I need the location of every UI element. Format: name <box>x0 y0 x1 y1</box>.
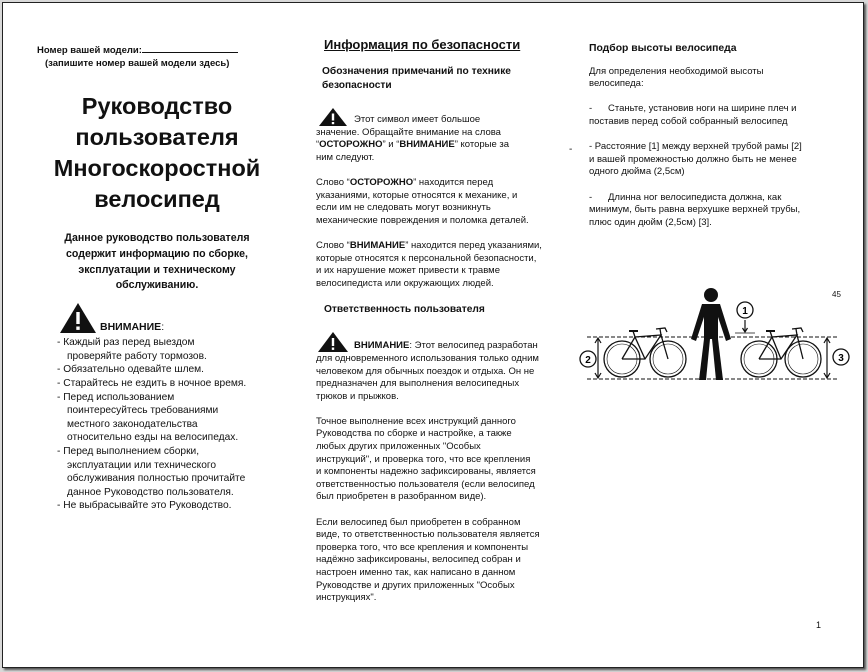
title-line: пользователя <box>75 124 239 150</box>
paragraph-line: поставив перед собой собранный велосипед <box>589 115 788 127</box>
assembly-paragraph <box>316 416 576 504</box>
list-item-line: - Каждый раз перед выездом <box>57 337 195 349</box>
warning-triangle-icon <box>59 302 97 334</box>
paragraph-line: если им не следовать могут возникнуть <box>316 202 491 214</box>
model-label: Номер вашей модели: <box>37 45 142 56</box>
height-intro <box>589 66 841 91</box>
paragraph-line: настроен именно так, как написано в данном <box>316 567 516 578</box>
paragraph-line: и компоненты надежно зафиксированы, является <box>316 466 536 478</box>
document-page <box>2 2 864 668</box>
intro-text <box>37 231 277 294</box>
paragraph-line: указаниями, которые относятся к механике, и <box>316 189 518 201</box>
paragraph-line <box>316 240 576 253</box>
bike-height-title: Подбор высоты велосипеда <box>589 43 737 54</box>
title-line: велосипед <box>94 186 220 212</box>
attention-word: ВНИМАНИЕ <box>349 239 406 251</box>
paragraph-line: Точное выполнение всех инструкций данного <box>316 415 516 427</box>
subtitle-line: Обозначения примечаний по технике <box>322 65 511 77</box>
paragraph-text: Слово “ <box>316 176 350 188</box>
paragraph-text: Слово “ <box>316 239 350 251</box>
symbol-line <box>316 139 576 152</box>
callout-3 <box>833 349 849 365</box>
paragraph-line: трюков и прыжков. <box>316 390 399 402</box>
warning-triangle-icon <box>316 107 350 127</box>
paragraph-line: механические повреждения и поломка деталей. <box>316 214 529 226</box>
model-blank-line <box>142 43 238 53</box>
list-item-line: относительно езды на велосипедах. <box>67 432 239 444</box>
paragraph-line: любых других приложенных "Особых <box>316 441 481 453</box>
careful-paragraph <box>316 177 576 227</box>
warning-colon: : <box>161 321 165 334</box>
subtitle-line: безопасности <box>322 79 392 91</box>
safety-notes-subtitle <box>322 65 576 93</box>
paragraph-text: ” находится перед <box>413 176 494 188</box>
responsibility-warning-row <box>316 331 576 353</box>
intro-line: эксплуатации и техническому <box>78 263 236 276</box>
paragraph-text: ” находится перед указаниями, <box>405 239 542 251</box>
symbol-text: ” и “ <box>382 139 400 151</box>
paragraph-line: человеком для обычных поездок и отдыха. Он не <box>316 365 535 377</box>
list-item-line: - Перед выполнением сборки, <box>57 445 200 457</box>
list-item <box>57 363 277 377</box>
paragraph-line: Если велосипед был приобретен в собранном <box>316 516 521 528</box>
paragraph-line: велосипедиста или окружающих людей. <box>316 277 494 289</box>
figure-page-number: 45 <box>832 290 841 299</box>
quote-mark: “ <box>316 139 320 151</box>
paragraph-line: и вашей промежностью должно быть не менее <box>589 153 797 165</box>
list-item-line: проверяйте работу тормозов. <box>67 350 207 362</box>
paragraph-line: - Длинна ног велосипедиста должна, как <box>589 191 782 203</box>
paragraph-text: : Этот велосипед разработан <box>409 340 538 352</box>
warning-triangle-icon <box>316 331 350 353</box>
page-number: 1 <box>816 620 822 630</box>
symbol-row <box>316 107 576 127</box>
list-item <box>57 445 277 499</box>
paragraph-line <box>354 340 538 353</box>
stray-dash: - <box>569 144 573 155</box>
paragraph-line: Для определения необходимой высоты <box>589 65 764 77</box>
symbol-line: ним следуют. <box>316 151 375 163</box>
intro-line: Данное руководство пользователя <box>64 232 250 244</box>
paragraph-line: плюс один дюйм (2,5см) [3]. <box>589 216 712 228</box>
symbol-paragraph <box>316 107 576 165</box>
list-item-line: эксплуатации или технического <box>67 459 217 471</box>
paragraph-line: - Станьте, установив ноги на ширине плеч и <box>589 103 797 115</box>
paragraph-line: проверка того, что все крепления и компоненты <box>316 541 529 553</box>
careful-word: ОСТОРОЖНО <box>349 176 414 188</box>
paragraph-line: инструкций", и проверка того, что все крепления <box>316 453 531 465</box>
attention-word: ВНИМАНИЕ <box>399 139 455 151</box>
right-column <box>589 43 841 229</box>
model-number-field <box>37 43 277 56</box>
warning-label: ВНИМАНИЕ <box>100 321 162 334</box>
callout-label: 3 <box>838 353 844 364</box>
paragraph-line <box>316 177 576 190</box>
list-item <box>57 336 277 363</box>
intro-line: содержит информацию по сборке, <box>66 247 248 260</box>
warning-header <box>59 302 277 334</box>
list-item-line: данное Руководство пользователя. <box>67 486 234 498</box>
warning-list <box>57 336 277 513</box>
paragraph-line: одного дюйма (2,5см) <box>589 166 685 178</box>
title-line: Многоскоростной <box>53 155 261 181</box>
assembled-paragraph <box>316 517 576 605</box>
list-item <box>57 377 277 391</box>
bike-height-figure <box>577 285 853 385</box>
paragraph-line: Руководства по сборке и настройке, а также <box>316 428 512 440</box>
step-3 <box>589 192 841 230</box>
paragraph-line: ответственностью пользователя (если велосипед <box>316 478 535 490</box>
callout-label: 2 <box>585 355 591 366</box>
paragraph-line: минимум, быть равна верхушке верхней трубы, <box>589 204 801 216</box>
step-2 <box>589 141 841 179</box>
paragraph-line: - Расстояние [1] между верхней трубой рамы [2] <box>589 141 802 153</box>
callout-1 <box>737 302 753 318</box>
model-hint: (запишите номер вашей модели здесь) <box>45 58 230 69</box>
title-line: Руководство <box>81 93 233 119</box>
paragraph-line: для одновременного использования только одним <box>316 352 539 364</box>
paragraph-line: виде, то ответственностью пользователя является <box>316 529 540 541</box>
manual-title <box>37 91 277 215</box>
list-item-line: - Не выбрасывайте это Руководство. <box>57 500 232 512</box>
bike-left-icon <box>604 328 686 377</box>
attention-paragraph <box>316 240 576 290</box>
bike-right-icon <box>741 328 821 377</box>
person-icon <box>691 288 731 380</box>
symbol-line: Этот символ имеет большое <box>354 114 481 125</box>
list-item <box>57 499 277 513</box>
callout-2 <box>580 351 596 367</box>
callout-label: 1 <box>742 306 748 317</box>
list-item-line: - Старайтесь не ездить в ночное время. <box>57 377 247 389</box>
symbol-line: значение. Обращайте внимание на слова <box>316 126 501 138</box>
paragraph-line: инструкциях". <box>316 592 377 604</box>
section-title: Информация по безопасности <box>324 37 521 52</box>
left-column <box>37 43 277 513</box>
paragraph-line: которые относятся к персональной безопасности, <box>316 252 537 264</box>
paragraph-line: Руководстве и других приложенных "Особых <box>316 579 515 591</box>
paragraph-line: предназначен для выполнения велосипедных <box>316 378 520 390</box>
paragraph-line: был приобретен в разобранном виде). <box>316 491 487 503</box>
symbol-text: ” которые за <box>454 139 510 151</box>
responsibility-title: Ответственность пользователя <box>324 304 485 316</box>
paragraph-line: велосипеда: <box>589 78 644 90</box>
list-item-line: - Обязательно одевайте шлем. <box>57 364 205 376</box>
list-item-line: местного законодательства <box>67 418 198 430</box>
list-item <box>57 391 277 445</box>
paragraph-line: и их нарушение может привести к травме <box>316 265 500 277</box>
list-item-line: обслуживания полностью прочитайте <box>67 473 246 485</box>
list-item-line: - Перед использованием <box>57 391 175 403</box>
careful-word: ОСТОРОЖНО <box>319 139 383 151</box>
step-1 <box>589 103 841 128</box>
intro-line: обслуживанию. <box>115 279 199 292</box>
list-item-line: поинтересуйтесь требованиями <box>67 405 219 417</box>
responsibility-paragraph <box>316 331 576 403</box>
paragraph-line: надёжно зафиксированы, велосипед собран и <box>316 554 521 566</box>
middle-column <box>316 39 576 605</box>
attention-word: ВНИМАНИЕ <box>354 340 410 352</box>
